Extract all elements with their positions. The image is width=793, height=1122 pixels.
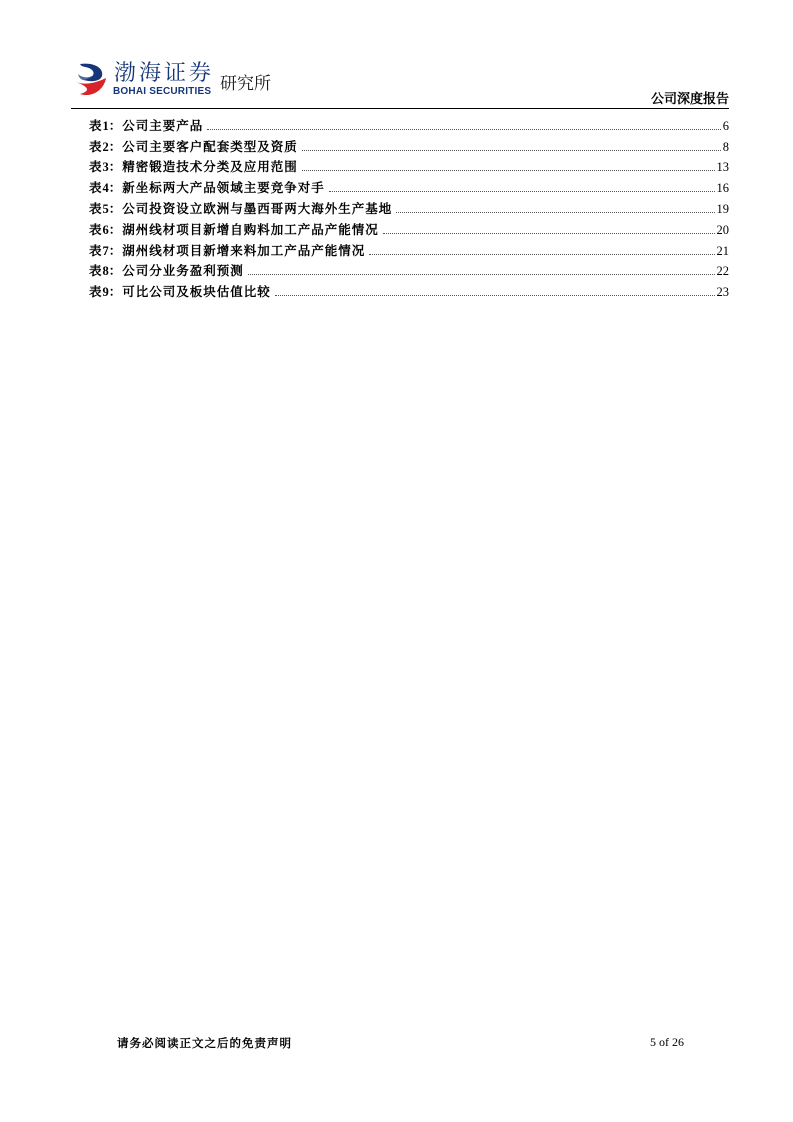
toc-entry-label [89,199,392,217]
toc-entry-prefix: 表 [89,117,103,133]
toc-entry-number: 1 [102,118,109,133]
toc-entry-label [89,241,365,259]
toc-entry-page: 20 [716,222,729,237]
toc-entry-number: 2 [102,139,109,154]
toc-entry[interactable] [89,259,729,280]
toc-entry[interactable] [89,196,729,217]
logo-en-name: BOHAI SECURITIES [113,86,212,97]
toc-dot-leader [248,274,715,275]
toc-entry[interactable] [89,155,729,176]
toc-dot-leader [383,233,715,234]
bohai-logo-icon [72,60,112,100]
toc-entry[interactable] [89,134,729,155]
toc-entry-title: ：精密锻造技术分类及应用范围 [108,159,298,175]
toc-entry-prefix: 表 [89,242,103,258]
institute-label: 研究所 [220,74,271,94]
toc-entry-number: 9 [102,285,109,300]
toc-entry[interactable] [89,217,729,238]
toc-entry-number: 4 [102,181,109,196]
toc-dot-leader [275,295,715,296]
toc-entry-number: 7 [102,243,109,258]
toc-entry-prefix: 表 [89,263,103,279]
toc-dot-leader [302,150,721,151]
toc-entry-page: 6 [722,118,729,133]
toc-entry-page: 21 [716,243,729,258]
toc-entry-title: ：可比公司及板块估值比较 [108,284,271,300]
toc-entry-title: ：公司投资设立欧洲与墨西哥两大海外生产基地 [108,200,393,216]
page-indicator: 5 of 26 [650,1035,684,1049]
toc-entry-label [89,157,298,175]
toc-entry-page: 22 [716,264,729,279]
toc-entry[interactable] [89,113,729,134]
toc-entry[interactable] [89,175,729,196]
toc-entry-prefix: 表 [89,138,103,154]
toc-entry-prefix: 表 [89,159,103,175]
toc-entry-page: 16 [716,181,729,196]
toc-entry-prefix: 表 [89,200,103,216]
logo-cn-name: 渤海证券 [114,61,215,86]
toc-entry-title: ：公司主要产品 [108,117,204,133]
toc-entry-number: 8 [102,264,109,279]
toc-entry-title: ：新坐标两大产品领域主要竞争对手 [108,180,325,196]
toc-entry-label [89,178,325,196]
toc-entry-prefix: 表 [89,180,103,196]
toc-entry-number: 3 [102,160,109,175]
toc-entry-title: ：湖州线材项目新增来料加工产品产能情况 [108,242,366,258]
toc-entry-page: 8 [722,139,729,154]
toc-entry-label [89,261,244,279]
table-of-tables [89,113,729,300]
toc-entry-number: 6 [102,222,109,237]
toc-entry[interactable] [89,279,729,300]
page-header [0,0,793,112]
toc-dot-leader [302,170,715,171]
toc-dot-leader [329,191,715,192]
toc-entry-prefix: 表 [89,284,103,300]
toc-entry-number: 5 [102,201,109,216]
toc-entry-label [89,220,379,238]
toc-entry-label [89,116,203,134]
toc-entry-page: 23 [716,285,729,300]
toc-dot-leader [369,254,714,255]
toc-entry-page: 19 [716,201,729,216]
report-type: 公司深度报告 [650,92,729,107]
toc-entry-label [89,282,271,300]
toc-entry-label [89,137,298,155]
toc-entry-prefix: 表 [89,221,103,237]
toc-dot-leader [207,129,720,130]
toc-entry-title: ：公司主要客户配套类型及资质 [108,138,298,154]
toc-entry[interactable] [89,238,729,259]
toc-entry-title: ：公司分业务盈利预测 [108,263,244,279]
toc-entry-title: ：湖州线材项目新增自购料加工产品产能情况 [108,221,379,237]
toc-dot-leader [396,212,714,213]
header-divider [71,108,729,109]
toc-entry-page: 13 [716,160,729,175]
disclaimer-note: 请务必阅读正文之后的免责声明 [117,1036,292,1050]
